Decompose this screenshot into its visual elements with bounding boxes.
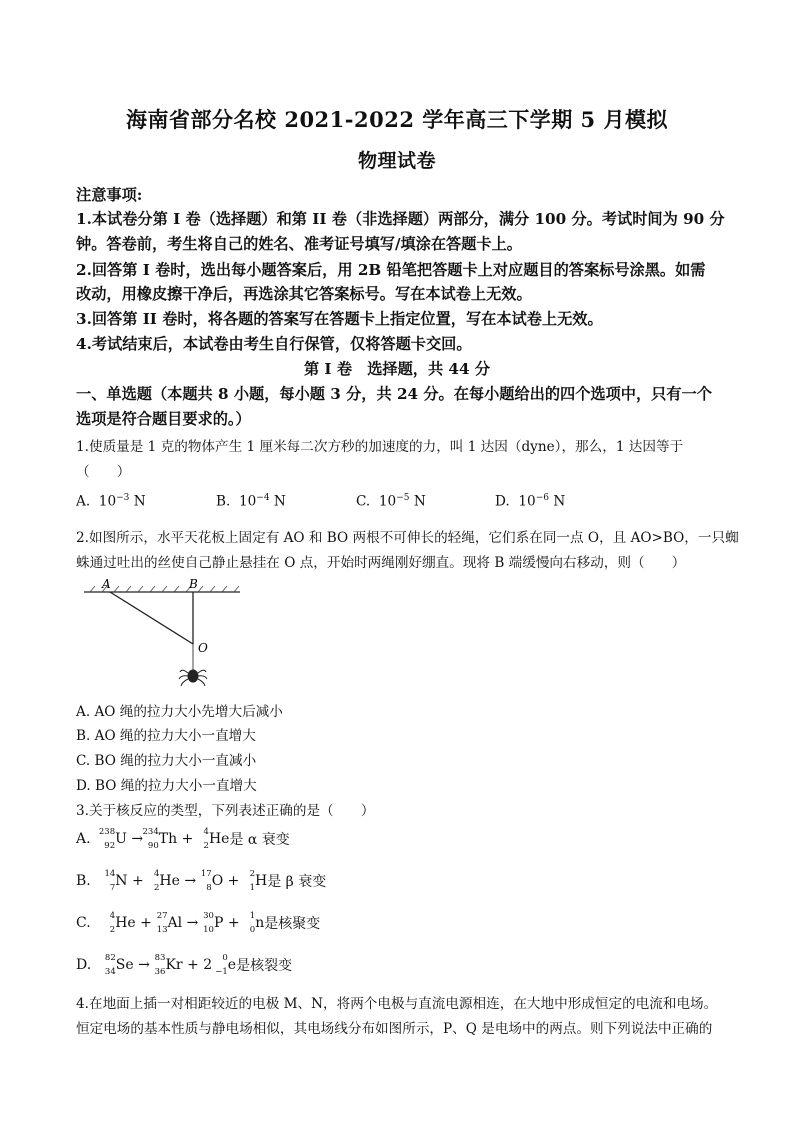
q1-option-c: C. $10^{-5}$ N — [356, 493, 426, 510]
notice-line: 改动，用橡皮擦干净后，再选涂其它答案标号。写在本试卷上无效。 — [76, 285, 532, 303]
q1-option-a: A. $10^{-3}$ N — [76, 493, 146, 510]
q4-stem: 4.在地面上插一对相距较近的电极 M、N，将两个电极与直流电源相连，在大地中形成恒定的电流和电场。 — [76, 996, 718, 1012]
notice-line: 3.回答第 II 卷时，将各题的答案写在答题卡上指定位置，写在本试卷上无效。 — [76, 310, 603, 328]
q3-option-c: C. 4 2 He + 27 13 Al → 30 10 P + 1 0 n是核聚变 — [76, 911, 321, 935]
section-heading: 一、单选题（本题共 8 小题，每小题 3 分，共 24 分。在每小题给出的四个选项中，只有一个 — [76, 385, 712, 403]
q2-option-b: B. AO 绳的拉力大小一直增大 — [76, 728, 256, 744]
notice-line: 1.本试卷分第 I 卷（选择题）和第 II 卷（非选择题）两部分，满分 100 分。考试时间为 90 分 — [76, 210, 725, 228]
q3-option-d: D. 82 34 Se → 83 36 Kr + 2 0 −1 e是核裂变 — [76, 953, 293, 977]
rope-ao — [110, 592, 193, 644]
exam-title: 海南省部分名校 2021-2022 学年高三下学期 5 月模拟 — [126, 107, 668, 132]
notice-line: 4.考试结束后，本试卷由考生自行保管，仅将答题卡交回。 — [76, 335, 472, 353]
q2-option-d: D. BO 绳的拉力大小一直增大 — [76, 778, 257, 794]
notice-line: 钟。答卷前，考生将自己的姓名、准考证号填写/填涂在答题卡上。 — [76, 235, 522, 253]
q1-option-d: D. $10^{-6}$ N — [495, 493, 566, 510]
q2-stem: 2.如图所示，水平天花板上固定有 AO 和 BO 两根不可伸长的轻绳，它们系在同一点 O，且 AO>BO，一只蜘 — [76, 530, 739, 546]
section-heading-cont: 选项是符合题目要求的。） — [76, 410, 251, 428]
exam-subtitle: 物理试卷 — [357, 150, 436, 172]
q1-stem-cont: （ ） — [76, 464, 131, 480]
label-a: A — [102, 578, 111, 591]
q3-option-b: B. 14 7 N + 4 2 He → 17 8 O + 2 1 H是 β 衰变 — [76, 869, 327, 893]
notice-heading: 注意事项: — [76, 186, 143, 204]
q1-stem: 1.使质量是 1 克的物体产生 1 厘米每二次方秒的加速度的力，叫 1 达因（dyne），那么，1 达因等于 — [76, 439, 684, 455]
q2-option-a: A. AO 绳的拉力大小先增大后减小 — [76, 704, 283, 720]
q2-option-c: C. BO 绳的拉力大小一直减小 — [76, 753, 257, 769]
ceiling-hatch — [90, 586, 239, 592]
label-o: O — [198, 641, 208, 655]
q1-option-b: B. $10^{-4}$ N — [216, 493, 286, 510]
part1-heading: 第 I 卷 选择题，共 44 分 — [303, 360, 491, 378]
spider-rope-figure — [80, 578, 250, 693]
label-b: B — [189, 578, 198, 591]
q4-stem-cont: 恒定电场的基本性质与静电场相似，其电场线分布如图所示，P、Q 是电场中的两点。则下列说法中正确的 — [76, 1021, 713, 1037]
spider-icon — [179, 670, 207, 686]
notice-line: 2.回答第 I 卷时，选出每小题答案后，用 2B 铅笔把答题卡上对应题目的答案标号涂黑。如需 — [76, 261, 706, 279]
q2-stem-cont: 蛛通过吐出的丝使自己静止悬挂在 O 点，开始时两绳刚好绷直。现将 B 端缓慢向右移动，则（ ） — [76, 555, 686, 571]
q3-option-a: A. 238 92 U → 234 90 Th + 4 2 He是 α 衰变 — [76, 827, 290, 851]
q3-stem: 3.关于核反应的类型，下列表述正确的是（ ） — [76, 803, 375, 819]
